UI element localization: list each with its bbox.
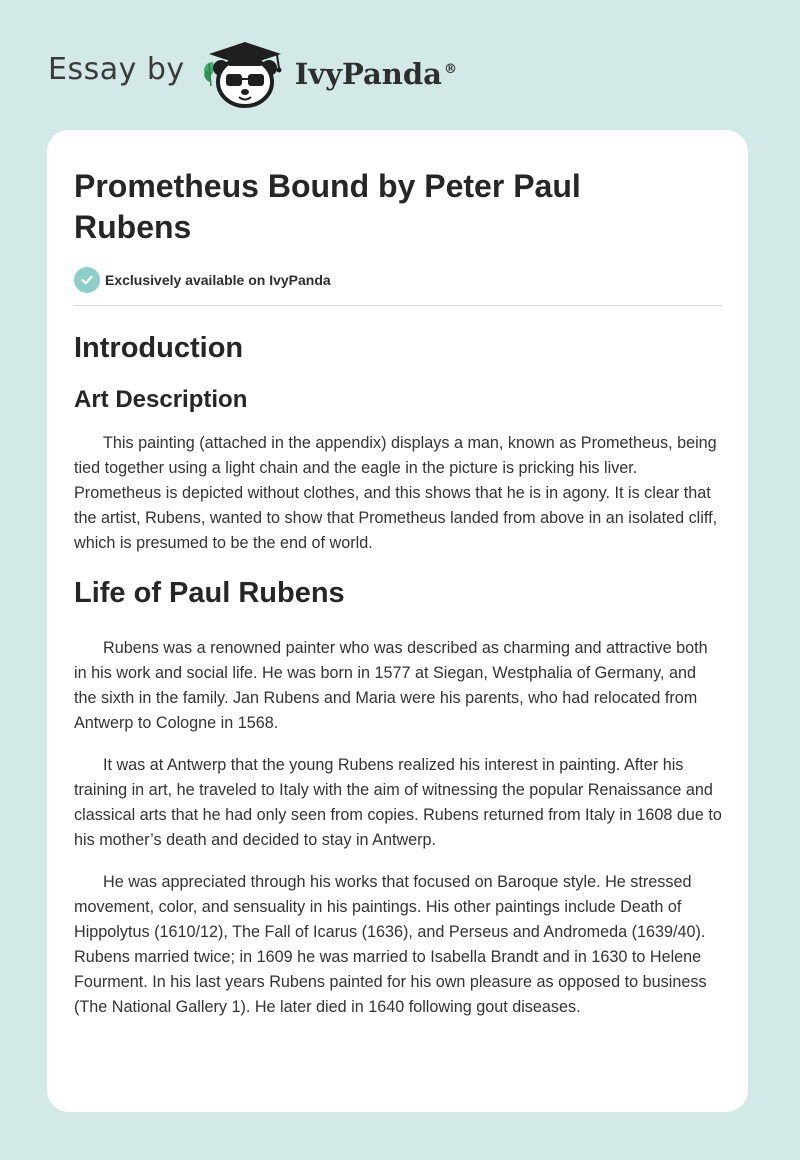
paragraph-life-2: It was at Antwerp that the young Rubens realized his interest in painting. After his training in art, he traveled to Italy with the aim of witnessing the popular Renaissance and classical arts that he had only seen from copies. Rubens returned from Italy in 1608 due to his mother’s death and decided to stay in Antwerp.: [74, 756, 722, 849]
paragraph-art-description: This painting (attached in the appendix) displays a man, known as Prometheus, being tied together using a light chain and the eagle in the picture is pricking his liver. Prometheus is depicted without clothes, and this shows that he is in agony. It is clear that the artist, Rubens, wanted to show that Prometheus landed from above in an isolated cliff, which is presumed to be the end of world.: [74, 434, 718, 552]
brand-name[interactable]: IvyPanda ®: [294, 57, 457, 91]
registered-mark: ®: [443, 62, 457, 78]
check-icon: [74, 267, 100, 293]
heading-life-of-paul-rubens: Life of Paul Rubens: [74, 577, 345, 609]
heading-introduction: Introduction: [74, 332, 244, 364]
divider: [74, 305, 722, 306]
page-title: Prometheus Bound by Peter Paul Rubens: [74, 168, 581, 245]
paragraph-life-3: He was appreciated through his works that focused on Baroque style. He stressed movement, color, and sensuality in his paintings. His other paintings include Death of Hippolytus (1610/12), The Fall of Icarus (1636), and Perseus and Andromeda (1639/40). Rubens married twice; in 1609 he was married to Isabella Brandt and in 1630 to Helene Fourment. In his last years Rubens painted for his own pleasure as opposed to business (The National Gallery 1). He later died in 1640 following gout diseases.: [74, 873, 707, 1016]
essay-card: [47, 130, 748, 1112]
panda-logo-icon[interactable]: [199, 34, 291, 110]
badge-text: Exclusively available on IvyPanda: [105, 272, 331, 288]
essay-by-label: Essay by: [48, 51, 185, 87]
exclusive-badge: [74, 266, 722, 294]
heading-art-description: Art Description: [74, 386, 248, 413]
site-header: [48, 34, 457, 110]
paragraph-life-1: Rubens was a renowned painter who was described as charming and attractive both in his work and social life. He was born in 1577 at Siegan, Westphalia of Germany, and the sixth in the family. Jan Rubens and Maria were his parents, who had relocated from Antwerp to Cologne in 1568.: [74, 639, 708, 732]
